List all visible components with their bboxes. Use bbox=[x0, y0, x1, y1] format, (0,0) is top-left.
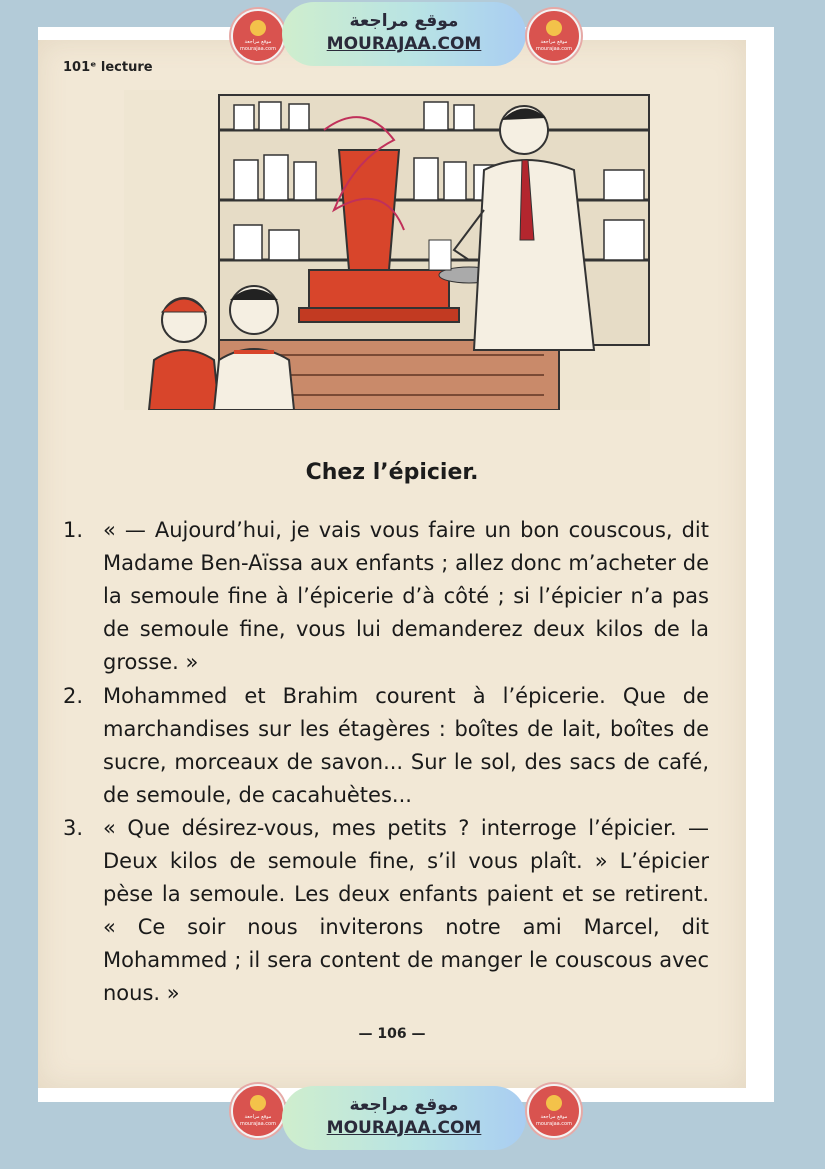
paragraph-text: Mohammed et Brahim courent à l’épicerie. Que de marchandises sur les étagères : boîtes de lait, boîtes de sucre, morceaux de savon... Sur le sol, des sacs de café, de semoule, de cacahuètes... bbox=[103, 684, 709, 807]
site-logo-icon: موقع مراجعة mourajaa.com bbox=[527, 9, 581, 63]
paragraph-1 bbox=[63, 514, 709, 679]
grocery-illustration bbox=[124, 90, 650, 410]
site-name-arabic: موقع مراجعة bbox=[349, 11, 459, 31]
paragraph-number: 3. bbox=[63, 816, 84, 840]
lesson-number: 101ᵉ lecture bbox=[63, 60, 153, 75]
site-domain[interactable]: MOURAJAA.COM bbox=[326, 34, 482, 54]
paragraph-number: 1. bbox=[63, 518, 84, 542]
site-domain[interactable]: MOURAJAA.COM bbox=[326, 1118, 482, 1138]
paragraph-text: « — Aujourd’hui, je vais vous faire un bon couscous, dit Madame Ben-Aïssa aux enfants ; allez donc m’acheter de la semoule fine à l’épicerie d’à côté ; si l’épicier n’a pas de semoule fine, vous lui demanderez deux kilos de la grosse. » bbox=[103, 518, 709, 674]
paragraph-2 bbox=[63, 680, 709, 812]
site-logo-icon: موقع مراجعة mourajaa.com bbox=[231, 9, 285, 63]
page-title: Chez l’épicier. bbox=[305, 460, 479, 485]
site-logo-icon: موقع مراجعة mourajaa.com bbox=[231, 1084, 285, 1138]
site-name-arabic: موقع مراجعة bbox=[349, 1095, 459, 1115]
site-banner[interactable] bbox=[282, 1086, 526, 1150]
site-logo-icon: موقع مراجعة mourajaa.com bbox=[527, 1084, 581, 1138]
paragraph-3 bbox=[63, 812, 709, 1010]
paragraph-number: 2. bbox=[63, 684, 84, 708]
book-page bbox=[38, 40, 746, 1088]
page-number: — 106 — bbox=[358, 1026, 426, 1042]
paragraph-text: « Que désirez-vous, mes petits ? interroge l’épicier. — Deux kilos de semoule fine, s’il vous plaît. » L’épicier pèse la semoule. Les deux enfants paient et se retirent. « Ce soir nous inviterons notre ami Marcel, dit Mohammed ; il sera content de manger le couscous avec nous. » bbox=[103, 816, 709, 1005]
site-banner[interactable] bbox=[282, 2, 526, 66]
